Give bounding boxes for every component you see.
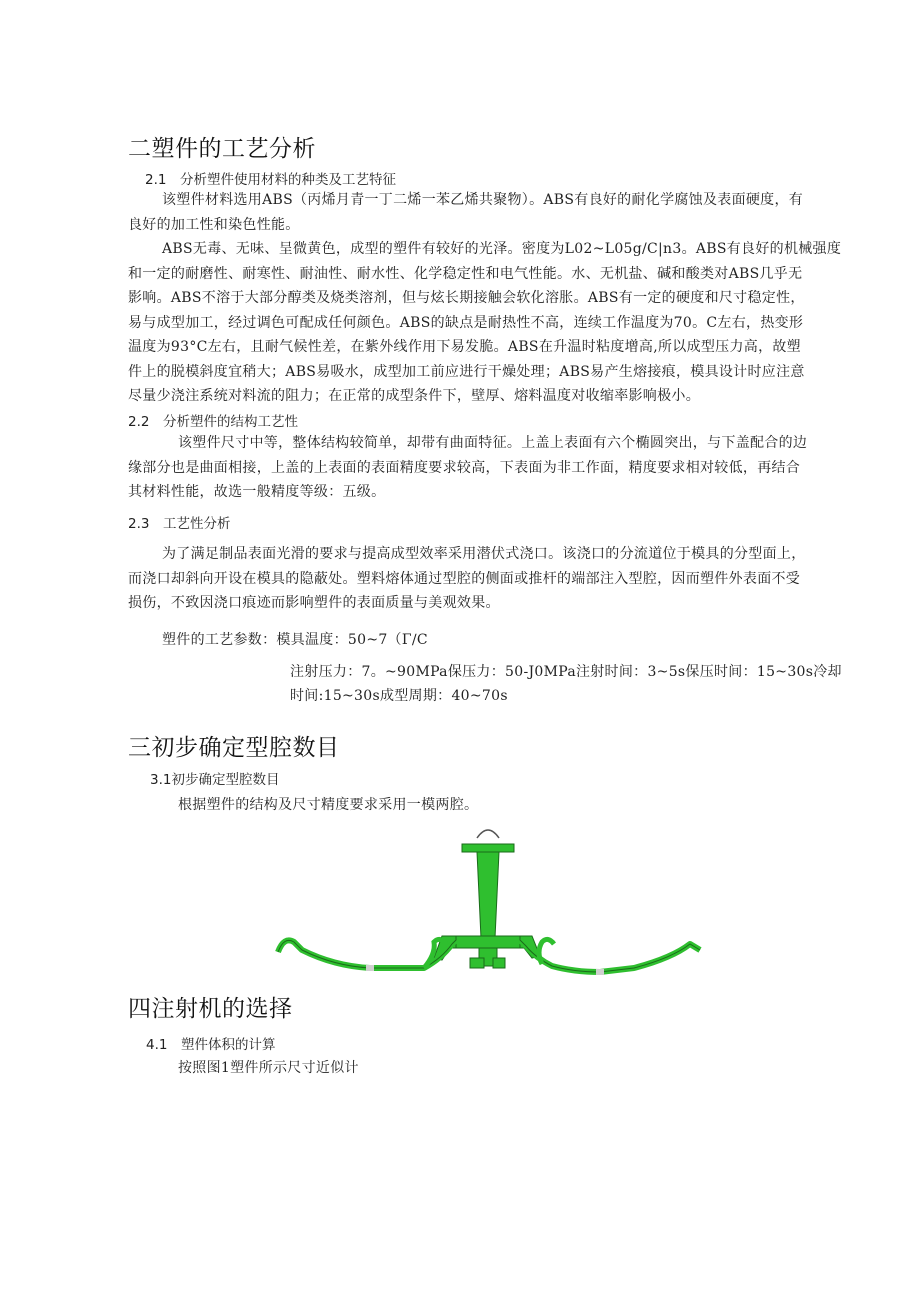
section-2-1-title: 2.1 分析塑件使用材料的种类及工艺特征 (145, 172, 396, 188)
sprue-top-mark (477, 830, 499, 838)
text-line: 件上的脱模斜度宜稍大；ABS易吸水，成型加工前应进行干燥处理；ABS易产生熔接痕，模具设计时应注意 (128, 363, 805, 380)
section-2-3-title: 2.3 工艺性分析 (128, 516, 231, 532)
text-line: 温度为93°C左右，且耐气候性差，在紫外线作用下易发脆。ABS在升温时粘度增高,所以成型压力高，故塑 (128, 339, 801, 355)
section-4-1-paragraph: 按照图1塑件所示尺寸近似计 (178, 1060, 359, 1076)
section-2-3-paragraph (128, 542, 806, 616)
text-line: 易与成型加工，经过调色可配成任何颜色。ABS的缺点是耐热性不高，连续工作温度为70。C左右，热变形 (128, 314, 804, 331)
text-line: 和一定的耐磨性、耐寒性、耐油性、耐水性、化学稳定性和电气性能。水、无机盐、碱和酸类对ABS几乎无 (128, 265, 803, 282)
sprue-bushing (462, 844, 514, 852)
text-line: 缘部分也是曲面相接，上盖的上表面的表面精度要求较高，下表面为非工作面，精度要求相对较低，再结合 (128, 459, 801, 476)
section-3-heading: 三初步确定型腔数目 (128, 735, 340, 761)
runner-system-figure (274, 818, 704, 980)
puller-left (470, 958, 484, 968)
section-3-1-title: 3.1初步确定型腔数目 (150, 772, 280, 788)
text-line: 良好的加工性和染色性能。 (128, 216, 300, 233)
process-parameters-line-3: 时间:15~30s成型周期：40~70s (290, 688, 508, 704)
puller-right (493, 958, 505, 968)
process-parameters-line-1: 塑件的工艺参数：模具温度：50~7（Γ∕C (162, 632, 428, 648)
section-2-1-paragraph-2 (128, 237, 841, 409)
joint-mark (366, 965, 374, 971)
process-parameters-line-2: 注射压力：7。~90MPa保压力：50-J0MPa注射时间：3~5s保压时间：15~30s冷却 (290, 664, 842, 680)
text-line: 损伤，不致因浇口痕迹而影响塑件的表面质量与美观效果。 (128, 595, 500, 611)
section-2-heading: 二塑件的工艺分析 (128, 136, 316, 162)
section-4-heading: 四注射机的选择 (128, 996, 293, 1022)
text-line: 影响。ABS不溶于大部分醇类及烧类溶剂，但与炫长期接触会软化溶胀。ABS有一定的硬度和尺寸稳定性， (128, 290, 805, 306)
cavity-part-right (520, 940, 700, 972)
sprue (477, 852, 499, 938)
text-line: ABS无毒、无味、呈微黄色，成型的塑件有较好的光泽。密度为L02~L05g/C|n3。ABS有良好的机械强度 (162, 241, 842, 257)
text-line: 该塑件材料选用ABS（丙烯月青一丁二烯一苯乙烯共聚物）。ABS有良好的耐化学腐蚀及表面硬度，有 (162, 192, 804, 208)
main-runner (456, 936, 520, 948)
text-line: 而浇口却斜向开设在模具的隐蔽处。塑料熔体通过型腔的侧面或推杆的端部注入型腔，因而塑件外表面不受 (128, 570, 801, 587)
section-2-2-paragraph (128, 431, 807, 505)
section-4-1-title: 4.1 塑件体积的计算 (146, 1037, 276, 1053)
section-2-1-paragraph-1 (128, 188, 803, 237)
text-line: 该塑件尺寸中等，整体结构较简单，却带有曲面特征。上盖上表面有六个椭圆突出，与下盖配合的边 (178, 435, 808, 451)
section-2-2-title: 2.2 分析塑件的结构工艺性 (128, 414, 298, 430)
joint-mark (596, 969, 604, 975)
text-line: 尽量少浇注系统对料流的阻力；在正常的成型条件下，壁厚、熔料温度对收缩率影响极小。 (128, 388, 700, 404)
text-line: 其材料性能，故选一般精度等级：五级。 (128, 484, 386, 500)
text-line: 为了满足制品表面光滑的要求与提高成型效率采用潜伏式浇口。该浇口的分流道位于模具的分型面上， (162, 546, 806, 562)
section-3-1-paragraph: 根据塑件的结构及尺寸精度要求采用一模两腔。 (178, 797, 479, 813)
